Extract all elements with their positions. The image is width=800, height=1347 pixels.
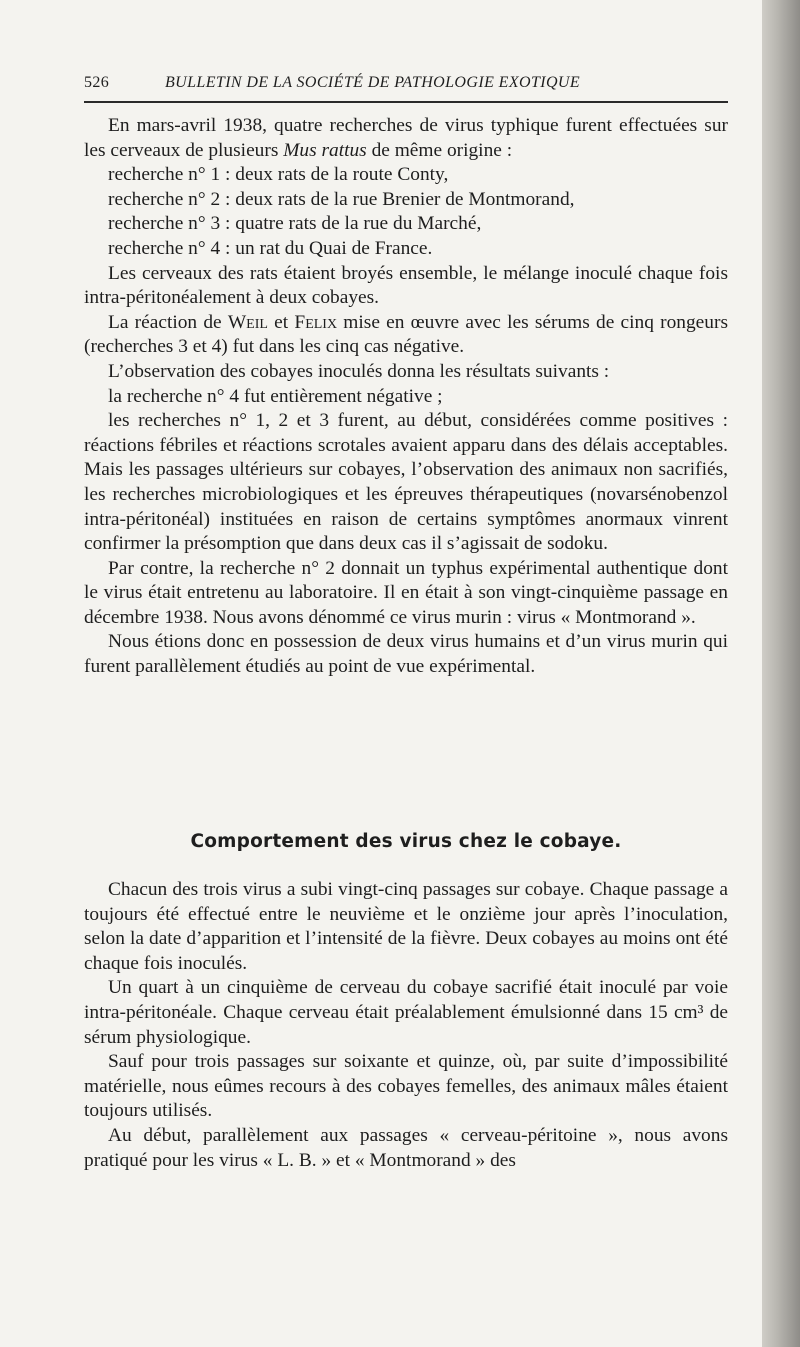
text-run: et [267, 311, 295, 333]
list-item: recherche n° 1 : deux rats de la route Conty, [108, 164, 449, 186]
paragraph: la recherche n° 4 fut entièrement négative ; [108, 385, 443, 407]
paragraph: Sauf pour trois passages sur soixante et quinze, où, par suite d’impossibilité matérielle, nous eûmes recours à des cobayes femelles, des animaux mâles étaient toujours utilisés. [84, 1051, 728, 1122]
paragraph: Au début, parallèlement aux passages « cerveau-péritoine », nous avons pratiqué pour les virus « L. B. » et « Montmorand » des [84, 1124, 728, 1171]
section-heading: Comportement des virus chez le cobaye. [190, 831, 622, 852]
list-item: recherche n° 3 : quatre rats de la rue du Marché, [108, 213, 482, 235]
paragraph: Nous étions donc en possession de deux virus humains et d’un virus murin qui furent parallèlement étudiés au point de vue expérimental. [84, 631, 728, 678]
paragraph: Par contre, la recherche n° 2 donnait un typhus expérimental authentique dont le virus était entretenu au laboratoire. Il en était à son vingt-cinquième passage en décembre 1938. Nous avons dénommé ce virus murin : virus « Montmorand ». [84, 557, 728, 628]
text-run: En mars-avril 1938, quatre recherches de virus typhique furent effectuées sur les cerveaux de plusieurs [84, 115, 728, 161]
paragraph: Les cerveaux des rats étaient broyés ensemble, le mélange inoculé chaque fois intra-péritonéalement à deux cobayes. [84, 262, 728, 309]
paragraph: Un quart à un cinquième de cerveau du cobaye sacrifié était inoculé par voie intra-péritonéale. Chaque cerveau était préalablement émulsionné dans 15 cm³ de sérum physiologique. [84, 977, 728, 1048]
author-name: Weil [227, 311, 268, 333]
text-run: La réaction de [108, 311, 228, 333]
text-run: mise en œuvre avec les sérums de cinq rongeurs (recherches 3 et 4) fut dans les cinq cas négative. [84, 311, 728, 358]
text-run: de même origine : [366, 139, 513, 161]
body-text-bottom [84, 878, 728, 1173]
paragraph: les recherches n° 1, 2 et 3 furent, au début, considérées comme positives : réactions fébriles et réactions scrotales avaient apparu dans des délais acceptables. Mais les passages ultérieurs sur cobayes, l’observation des animaux non sacrifiés, les recherches microbiologiques et les épreuves thérapeutiques (novarsénobenzol intra-péritonéal) instituées en raison de certains symptômes anormaux vinrent confirmer la présomption que dans deux cas il s’agissait de sodoku. [84, 410, 728, 555]
body-text-top [84, 114, 728, 680]
list-item: recherche n° 2 : deux rats de la rue Brenier de Montmorand, [108, 188, 575, 210]
list-item: recherche n° 4 : un rat du Quai de France. [108, 237, 433, 259]
page-edge [762, 0, 800, 1347]
author-name: Felix [294, 311, 338, 333]
paragraph [84, 114, 728, 163]
paragraph: Chacun des trois virus a subi vingt-cinq passages sur cobaye. Chaque passage a toujours été effectué entre le neuvième et le onzième jour après l’inoculation, selon la date d’apparition et l’intensité de la fièvre. Deux cobayes au moins ont été chaque fois inoculés. [84, 879, 728, 974]
page-number: 526 [84, 74, 110, 91]
paragraph [84, 311, 728, 360]
paragraph: L’observation des cobayes inoculés donna les résultats suivants : [108, 360, 610, 382]
species-name: Mus rattus [283, 139, 367, 161]
journal-title: BULLETIN DE LA SOCIÉTÉ DE PATHOLOGIE EXOTIQUE [165, 74, 581, 91]
header-rule [84, 101, 728, 103]
